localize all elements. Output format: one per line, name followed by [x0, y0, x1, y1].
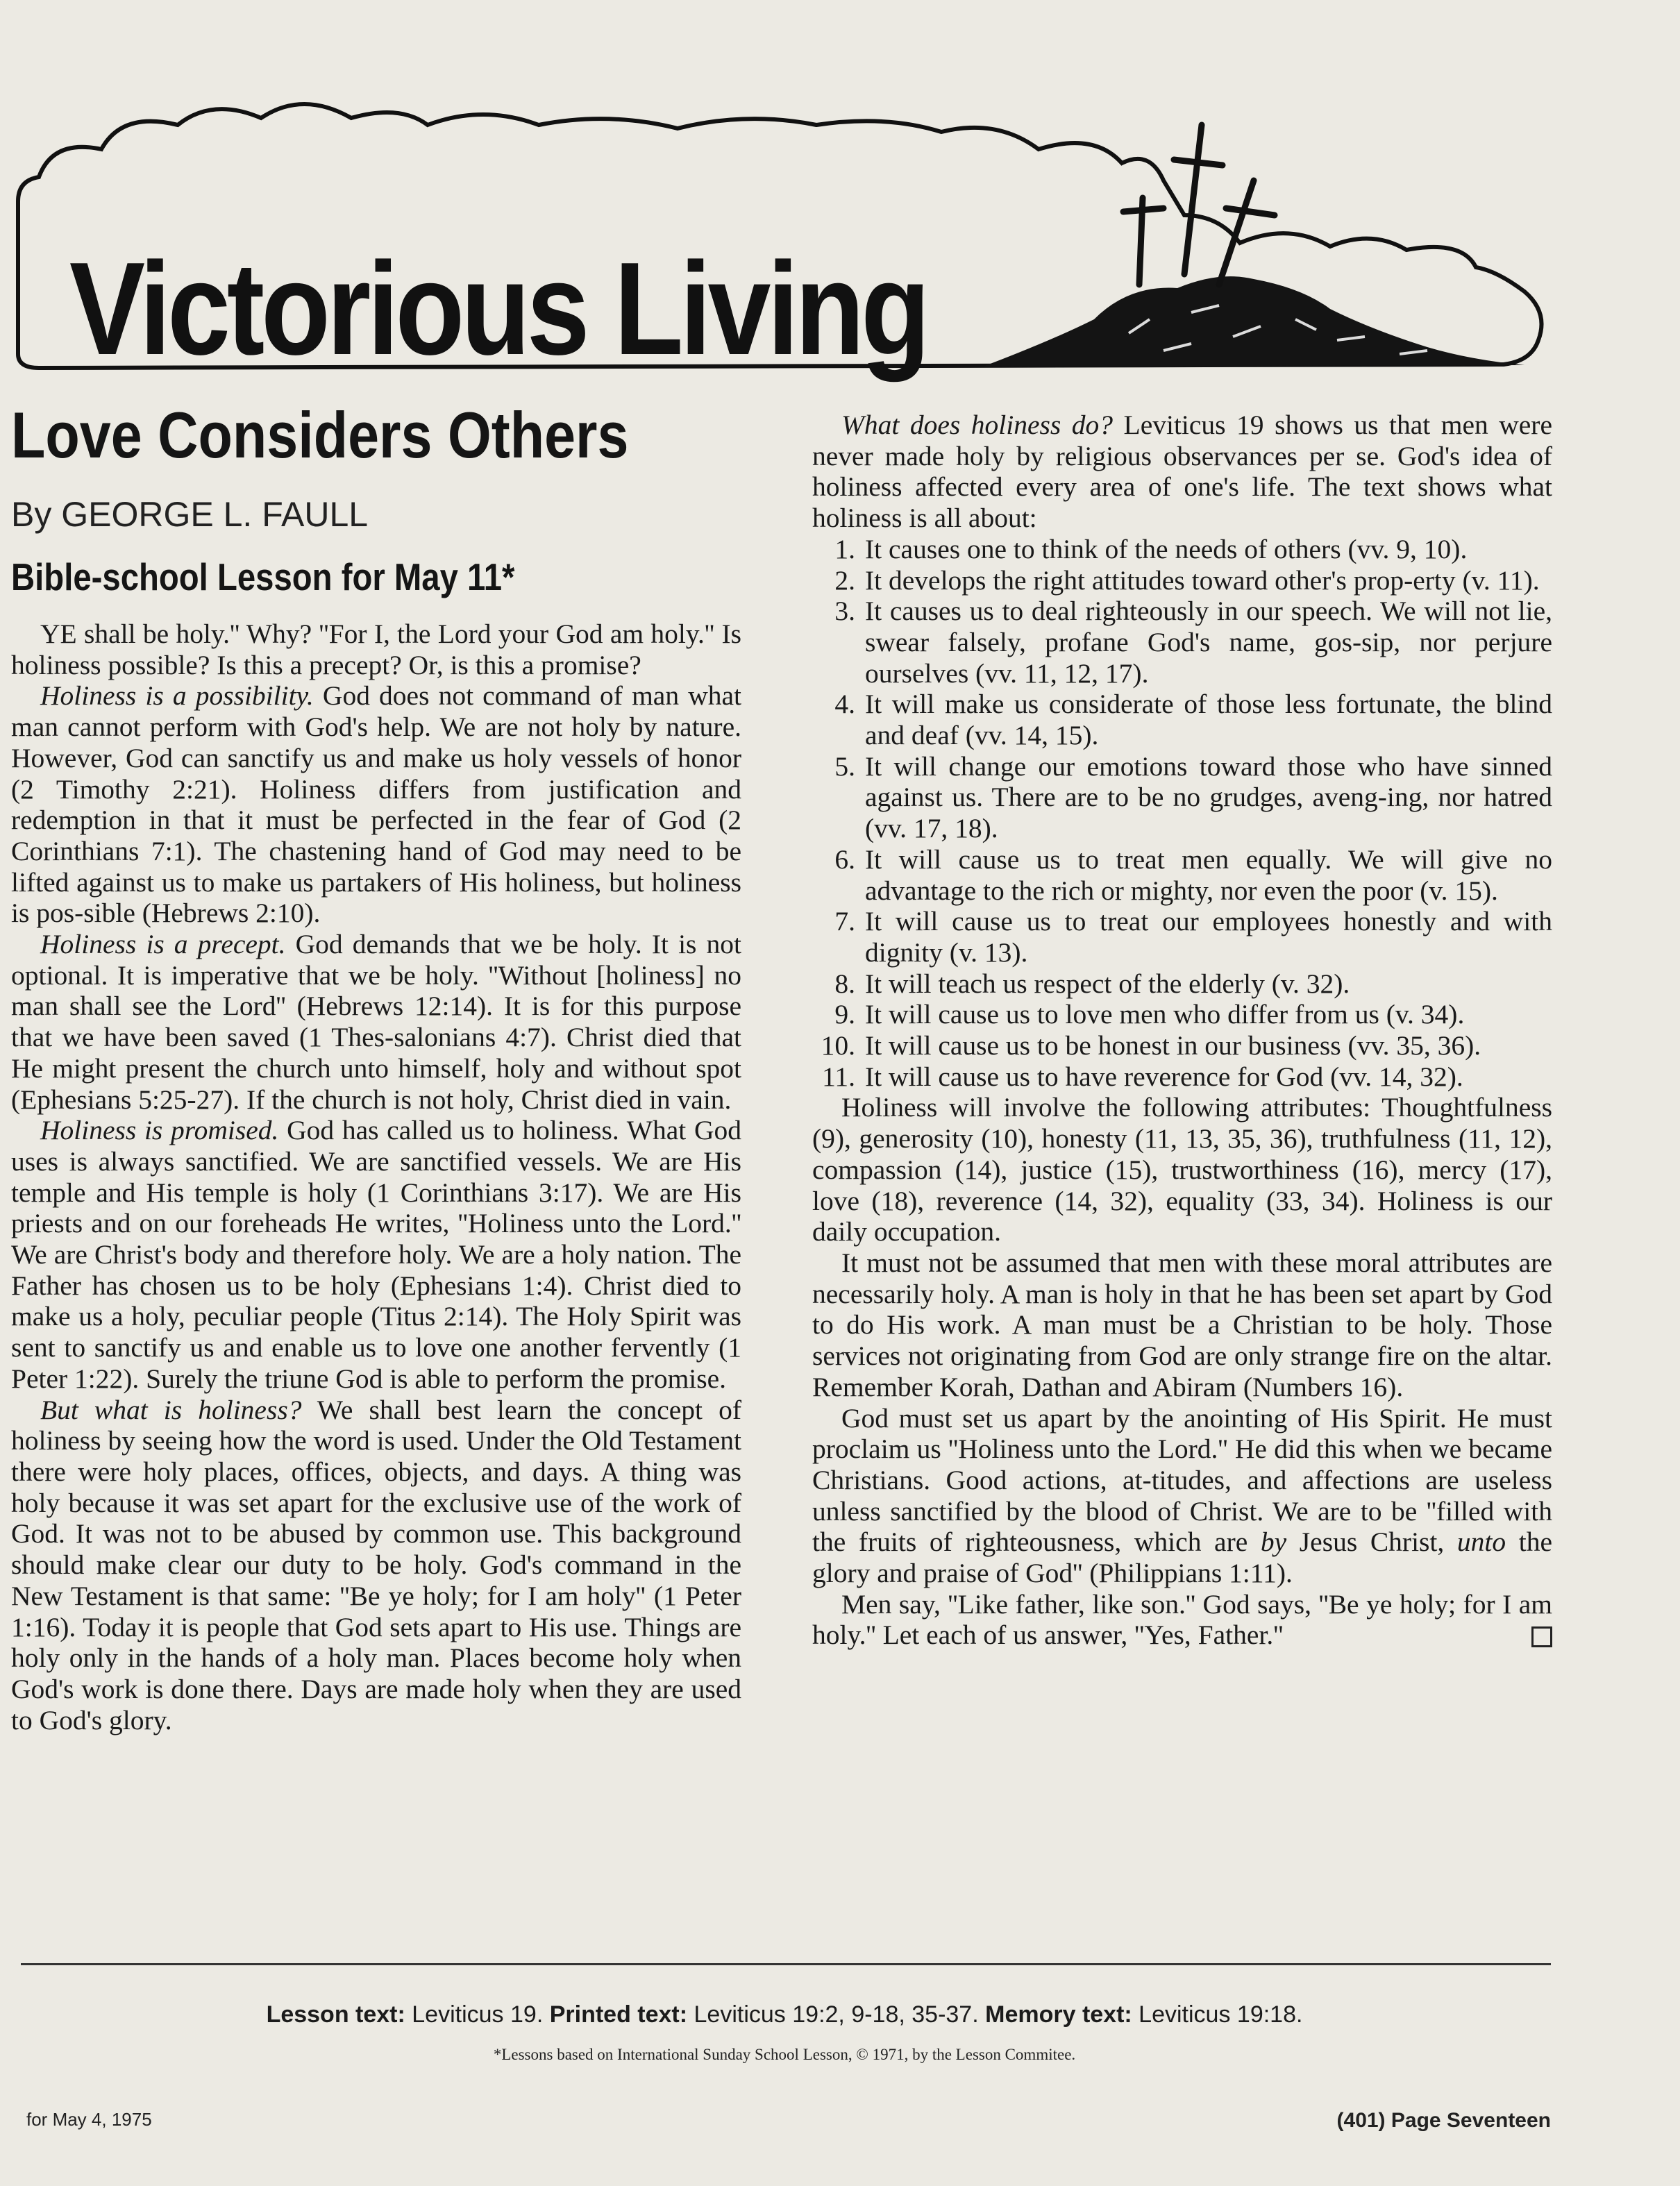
list-item: 8. It will teach us respect of the elderly (v. 32).	[834, 968, 1350, 999]
list-item: 5. It will change our emotions toward those who have sinned against us. There are to be no grudges, aveng-ing, nor hatred (vv. 17, 18).	[834, 750, 1552, 844]
right-column	[812, 410, 1552, 1651]
article-title: Love Considers Others	[11, 398, 629, 471]
page-number: (401) Page Seventeen	[1336, 2109, 1551, 2132]
end-of-article-square-icon	[1531, 1626, 1552, 1647]
footnote: *Lessons based on International Sunday School Lesson, © 1971, by the Lesson Commitee.	[493, 2046, 1076, 2063]
list-item: 11. It will cause us to have reverence for God (vv. 14, 32).	[822, 1061, 1463, 1092]
paragraph-possibility: Holiness is a possibility. God does not command of man what man cannot perform with God's help. We are not holy by nature. However, God can sanctify us and make us holy vessels of honor (2 Timothy 2:21). Holiness differs from justification and redemption in that it must be perfected in the fear of God (2 Corinthians 7:1). The chastening hand of God may need to be lifted against us to make us partakers of His holiness, but holiness is pos-sible (Hebrews 2:10).	[11, 680, 741, 929]
paragraph-promised: Holiness is promised. God has called us to holiness. What God uses is always sanctified. We are sanctified vessels. We are His temple and His temple is holy (1 Corinthians 3:17). We are His priests and on our foreheads He writes, ''Holiness unto the Lord.'' We are Christ's body and therefore holy. We are a holy nation. The Father has chosen us to be holy (Ephesians 1:4). Christ died to make us a holy, peculiar people (Titus 2:14). The Holy Spirit was sent to sanctify us and enable us to love one another fervently (1 Peter 1:22). Surely the triune God is able to perform the promise.	[11, 1115, 741, 1394]
lesson-heading: Bible-school Lesson for May 11*	[11, 555, 515, 598]
paragraph-what-holiness-does: What does holiness do? Leviticus 19 shows us that men were never made holy by religious observances per se. God's idea of holiness affected every area of one's life. The text shows what holiness is all about:	[812, 410, 1552, 534]
paragraph-not-assumed: It must not be assumed that men with these moral attributes are necessarily holy. A man is holy in that he has been set apart by God to do His work. A man must be a Christian to be holy. Those services not originating from God are only strange fire on the altar. Remember Korah, Dathan and Abiram (Numbers 16).	[812, 1247, 1552, 1402]
banner	[11, 97, 1552, 382]
paragraph-what-is-holiness: But what is holiness? We shall best learn the concept of holiness by seeing how the word is used. Under the Old Testament there were holy places, offices, objects, and days. A thing was holy because it was set apart for the exclusive use of the work of God. It was not to be abused by common use. This background should make clear our duty to be holy. God's command in the New Testament is that same: ''Be ye holy; for I am holy'' (1 Peter 1:16). Today it is people that God sets apart to His use. Things are holy only in the hands of a holy man. Places become holy when God's work is done there. Days are made holy when they are used to God's glory.	[11, 1394, 742, 1735]
paragraph-precept: Holiness is a precept. God demands that we be holy. It is not optional. It is imperative that we be holy. ''Without [holiness] no man shall see the Lord'' (Hebrews 12:14). It is for this purpose that we have been saved (1 Thes-salonians 4:7). Christ died that He might present the church unto himself, holy and without spot (Ephesians 5:25-27). If the church is not holy, Christ died in vain.	[11, 929, 741, 1115]
banner-title: Victorious Living	[69, 235, 927, 382]
list-item: 9. It will cause us to love men who differ from us (v. 34).	[834, 999, 1465, 1030]
list-item: 7. It will cause us to treat our employees honestly and with dignity (v. 13).	[834, 906, 1552, 968]
list-item: 6. It will cause us to treat men equally. We will give no advantage to the rich or mighty, nor even the poor (v. 15).	[834, 843, 1552, 906]
paragraph-anointing: God must set us apart by the anointing of His Spirit. He must proclaim us ''Holiness unto the Lord.'' He did this when we became Christians. Good actions, at-titudes, and affections are useless unless sanctified by the blood of Christ. We are to be ''filled with the fruits of righteousness, which are by Jesus Christ, unto the glory and praise of God'' (Philippians 1:11).	[812, 1402, 1552, 1589]
left-column	[11, 398, 742, 1735]
list-item: 2. It develops the right attitudes toward other's prop-erty (v. 11).	[834, 564, 1540, 596]
paragraph-intro: YE shall be holy.'' Why? ''For I, the Lord your God am holy.'' Is holiness possible? Is this a precept? Or, is this a promise?	[11, 619, 741, 680]
list-item: 3. It causes us to deal righteously in our speech. We will not lie, swear falsely, profane God's name, gos-sip, nor perjure ourselves (vv. 11, 12, 17).	[834, 596, 1552, 689]
lesson-references: Lesson text: Leviticus 19. Printed text: Leviticus 19:2, 9-18, 35-37. Memory text: Leviticus 19:18.	[266, 2001, 1303, 2028]
byline: By GEORGE L. FAULL	[11, 495, 369, 534]
list-item: 4. It will make us considerate of those less fortunate, the blind and deaf (vv. 14, 15).	[834, 689, 1552, 751]
list-item: 10. It will cause us to be honest in our business (vv. 35, 36).	[821, 1030, 1481, 1061]
holiness-effects-list	[812, 534, 1552, 1093]
divider	[21, 1963, 1551, 1965]
paragraph-attributes: Holiness will involve the following attributes: Thoughtfulness (9), generosity (10), honesty (11, 13, 35, 36), truthfulness (11, 12), compassion (14), justice (15), trustworthiness (16), mercy (17), love (18), reverence (14, 32), equality (33, 34). Holiness is our daily occupation.	[812, 1092, 1552, 1247]
paragraph-closing: Men say, ''Like father, like son.'' God says, ''Be ye holy; for I am holy.'' Let each of us answer, ''Yes, Father.''	[812, 1588, 1552, 1651]
list-item: 1. It causes one to think of the needs of others (vv. 9, 10).	[834, 533, 1468, 564]
issue-date: for May 4, 1975	[26, 2109, 152, 2130]
